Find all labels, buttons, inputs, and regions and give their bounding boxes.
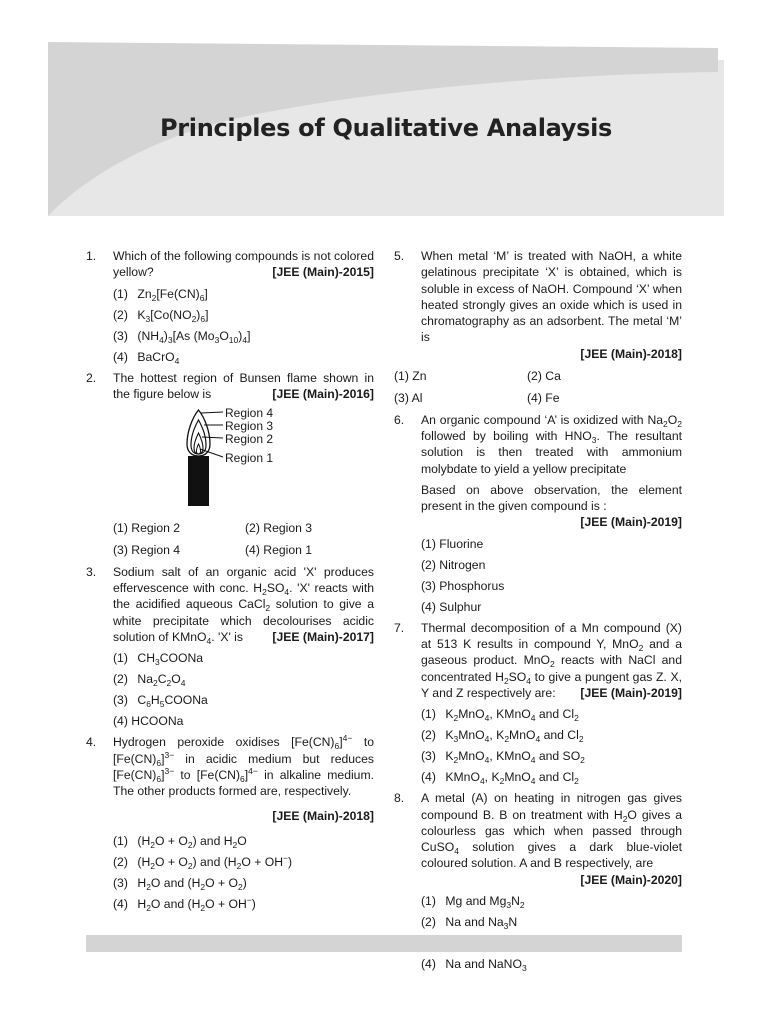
exam-source: [JEE (Main)-2020]	[580, 872, 682, 887]
question-text: When metal ‘M’ is treated with NaOH, a white gelatinous precipitate ‘X’ is obtained, which is soluble in excess of NaOH. Compound ‘X’ when heated strongly gives an oxide which is used in chromatography as an adsorbent. The metal ‘M’ is	[421, 249, 682, 345]
question-number: 4.	[86, 735, 97, 750]
option-3: (3) $(NH_4)_3[As$ $(Mo_3O_{10})_4$]	[113, 328, 251, 345]
option-2: (2) Na and $Na_3N$	[421, 915, 518, 932]
option-1: (1) Region 2	[113, 521, 181, 536]
bunsen-flame-figure	[113, 406, 373, 514]
question-text: Thermal decomposition of a Mn compound (X) at 513 K results in compound Y, MnO$_2$ and a gaseous product. MnO$_2$ reacts with NaCl and concentrated $H_2SO_4$ to give a pungent gas Z. X, Y and Z respectively are: [JEE (Main)-2019]	[421, 620, 682, 700]
options-grid	[113, 520, 374, 559]
exam-source: [JEE (Main)-2018]	[580, 346, 682, 361]
option-4: (4) Fe	[527, 391, 560, 406]
option-4: (4) BaCrO$_4$	[113, 349, 180, 366]
question-text-2: Based on above observation, the element present in the given compound is :	[421, 482, 682, 514]
option-4: (4) $H_2O$ and $(H_2O + OH^-)$	[113, 894, 256, 913]
option-4: (4) HCOONa	[113, 714, 184, 729]
question-number: 3.	[86, 564, 97, 579]
exam-source: [JEE (Main)-2018]	[272, 809, 374, 824]
question-text: A metal (A) on heating in nitrogen gas gives compound B. B on treatment with $H_2O$ gives a colourless gas which when passed through CuSO$_4$ solution gives a dark blue-violet coloured solution. A and B respectively, are [JEE (Main)-2020]	[421, 791, 683, 887]
option-1: (1) Mg and $Mg_3N_2$	[421, 894, 525, 911]
right-column	[394, 248, 682, 977]
option-2: (2) Region 3	[245, 521, 313, 536]
option-1: (1) $Zn_2[Fe(CN)_6]$	[113, 286, 208, 303]
option-4: (4) Sulphur	[421, 599, 482, 614]
option-2: (2) Ca	[527, 369, 561, 384]
option-4: (4) Na and NaNO$_3$	[421, 957, 527, 974]
question-1	[86, 248, 374, 365]
exam-source: [JEE (Main)-2017]	[272, 629, 374, 644]
option-1: (1) Fluorine	[421, 536, 484, 551]
option-3: (3) Region 4	[113, 543, 181, 558]
exam-source: [JEE (Main)-2019]	[580, 685, 682, 700]
question-2	[86, 370, 374, 559]
options-grid	[394, 368, 682, 407]
option-2: (2) $K_3[Co(NO_2)_6]$	[113, 307, 209, 324]
page-title: Principles of Qualitative Analaysis	[159, 114, 613, 142]
option-3: (3) Al	[394, 391, 423, 406]
question-3	[86, 564, 374, 729]
question-number: 5.	[394, 249, 405, 263]
option-3: (3) $H_2O$ and $(H_2O + O_2)$	[113, 875, 247, 892]
exam-source: [JEE (Main)-2015]	[272, 265, 374, 280]
title-banner	[48, 32, 724, 216]
question-6	[394, 412, 682, 615]
left-column	[86, 248, 374, 917]
option-1: (1) $K_2MnO_4$, KMnO$_4$ and $Cl_2$	[421, 707, 579, 724]
option-3: (3) Phosphorus	[421, 578, 505, 593]
exam-source: [JEE (Main)-2016]	[272, 386, 374, 401]
question-text: Sodium salt of an organic acid 'X' produces effervescence with conc. $H_2SO_4$. 'X' reacts with the acidified aqueous CaCl$_2$ solution to give a white precipitate which decolourises acidic solution of KMnO$_4$. 'X' is [JEE (Main)-2017]	[113, 564, 374, 646]
question-text: An organic compound ‘A’ is oxidized with $Na_2O_2$ followed by boiling with $HNO_3$. The resultant solution is then treated with ammonium molybdate to yield a yellow precipitate	[421, 412, 683, 476]
option-1: (1) $(H_2O + O_2)$ and $H_2O$	[113, 833, 247, 850]
question-number: 1.	[86, 249, 97, 263]
question-number: 8.	[394, 791, 405, 806]
question-number: 6.	[394, 412, 405, 427]
question-text: Hydrogen peroxide oxidises $[Fe(CN)_6]^{4-}$ to $[Fe(CN)_6]^{3-}$ in acidic medium but reduces $[Fe(CN)_6]^{3-}$ to $[Fe(CN)_6]^{4-}$ in alkaline medium. The other products formed are, respectively.	[113, 733, 374, 799]
question-text: Which of the following compounds is not colored yellow?	[113, 249, 374, 280]
footer-bar	[86, 935, 682, 952]
option-3: (3) $K_2MnO_4$, KMnO$_4$ and $SO_2$	[421, 749, 585, 766]
option-3: (3) $C_6H_5COONa$	[113, 693, 208, 710]
region-3-label: Region 3	[225, 419, 274, 434]
option-4: (4) KMnO$_4$, $K_2MnO_4$ and $Cl_2$	[421, 770, 579, 787]
option-2: (2) Nitrogen	[421, 557, 486, 572]
option-1: (1) Zn	[394, 369, 427, 384]
option-4: (4) Region 1	[245, 543, 313, 558]
option-1: (1) $CH_3COONa$	[113, 651, 204, 668]
question-number: 7.	[394, 620, 405, 635]
exam-source: [JEE (Main)-2019]	[580, 515, 682, 530]
question-number: 2.	[86, 370, 97, 385]
question-7	[394, 620, 682, 785]
option-2: (2) $(H_2O + O_2)$ and $(H_2O + OH^-)$	[113, 852, 293, 871]
question-4	[86, 734, 374, 911]
option-2: (2) $Na_2C_2O_4$	[113, 672, 186, 689]
region-1-label: Region 1	[225, 451, 274, 466]
question-5	[394, 248, 682, 407]
question-text: The hottest region of Bunsen flame shown in the figure below is	[113, 370, 374, 401]
option-2: (2) $K_3MnO_4$, $K_2MnO_4$ and $Cl_2$	[421, 728, 584, 745]
region-4-label: Region 4	[225, 406, 274, 421]
region-2-label: Region 2	[225, 432, 274, 447]
